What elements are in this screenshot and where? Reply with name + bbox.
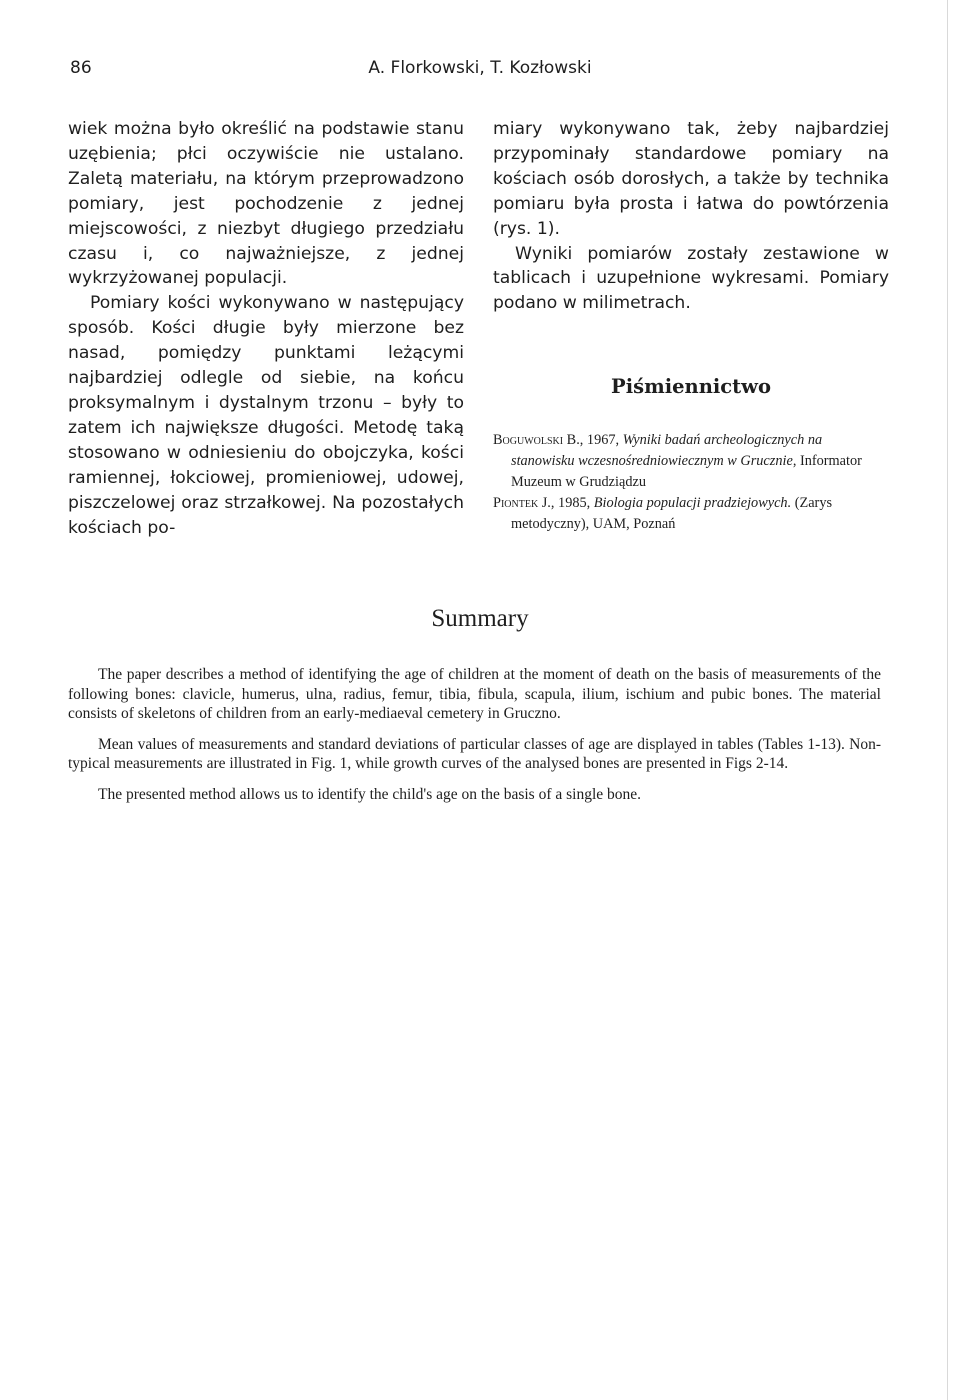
scan-edge-line [947,0,948,1400]
body-paragraph: Pomiary kości wykonywano w następujący sposób. Kości długie były mierzone bez nasad, pomiędzy punktami leżącymi najbardziej odlegle od siebie, na końcu proksymalnym i dystalnym trzonu – były to zatem ich największe długości. Metodę taką stosowano w odniesieniu do obojczyka, kości ramiennej, łokciowej, promieniowej, udowej, piszczelowej oraz strzałkowej. Na pozostałych kościach po- [68,293,464,538]
running-head: A. Florkowski, T. Kozłowski [368,58,592,78]
page-number: 86 [70,58,92,78]
reference-details: , 1985, [550,495,594,512]
reference-publisher: (Zarys metodyczny), UAM, Poznań [511,495,833,533]
reference-entry [493,430,889,493]
page-header [70,58,890,86]
body-paragraph: miary wykonywano tak, żeby najbardziej przypominały standardowe pomiary na kościach osób dorosłych, a także by technika pomiaru była prosta i łatwa do powtórzenia (rys. 1). [493,119,889,239]
right-column [493,117,889,535]
summary-body [68,665,881,805]
summary-paragraph: The paper describes a method of identifying the age of children at the moment of death on the basis of measurements of the following bones: clavicle, humerus, ulna, radius, femur, tibia, fibula, scapula, ilium, ischium and pubic bones. The material consists of skeletons of children from an early-mediaeval cemetery in Gruczno. [68,666,881,723]
summary-paragraph: The presented method allows us to identify the child's age on the basis of a single bone. [98,785,642,803]
reference-title: Biologia populacji pradziejowych. [593,495,792,512]
reference-details: , 1967, [579,432,623,449]
summary-heading: Summary [431,605,529,632]
body-paragraph: Wyniki pomiarów zostały zestawione w tablicach i uzupełnione wykresami. Pomiary podano w milimetrach. [493,243,889,314]
references-heading: Piśmiennictwo [611,375,771,399]
reference-author: Boguwolski B. [493,432,580,449]
body-paragraph: wiek można było określić na podstawie stanu uzębienia; płci oczywiście nie ustalano. Zaletą materiału, na którym przeprowadzono pomiary, jest pochodzenie z jednej miejscowości, z niezbyt długiego przedziału czasu i, co najważniejsze, z jednej wykrzyżowanej populacji. [68,119,464,289]
reference-publisher: , Informator Muzeum w Grudziądzu [511,453,862,491]
summary-paragraph: Mean values of measurements and standard deviations of particular classes of age are displayed in tables (Tables 1-13). Non-typical measurements are illustrated in Fig. 1, while growth curves of the analysed bones are presented in Figs 2-14. [68,735,881,773]
reference-author: Piontek J. [493,495,551,512]
reference-entry [493,493,889,535]
left-column [68,117,464,540]
reference-title: Wyniki badań archeologicznych na stanowisku wczesnośredniowiecznym w Gruczniе [511,432,823,470]
